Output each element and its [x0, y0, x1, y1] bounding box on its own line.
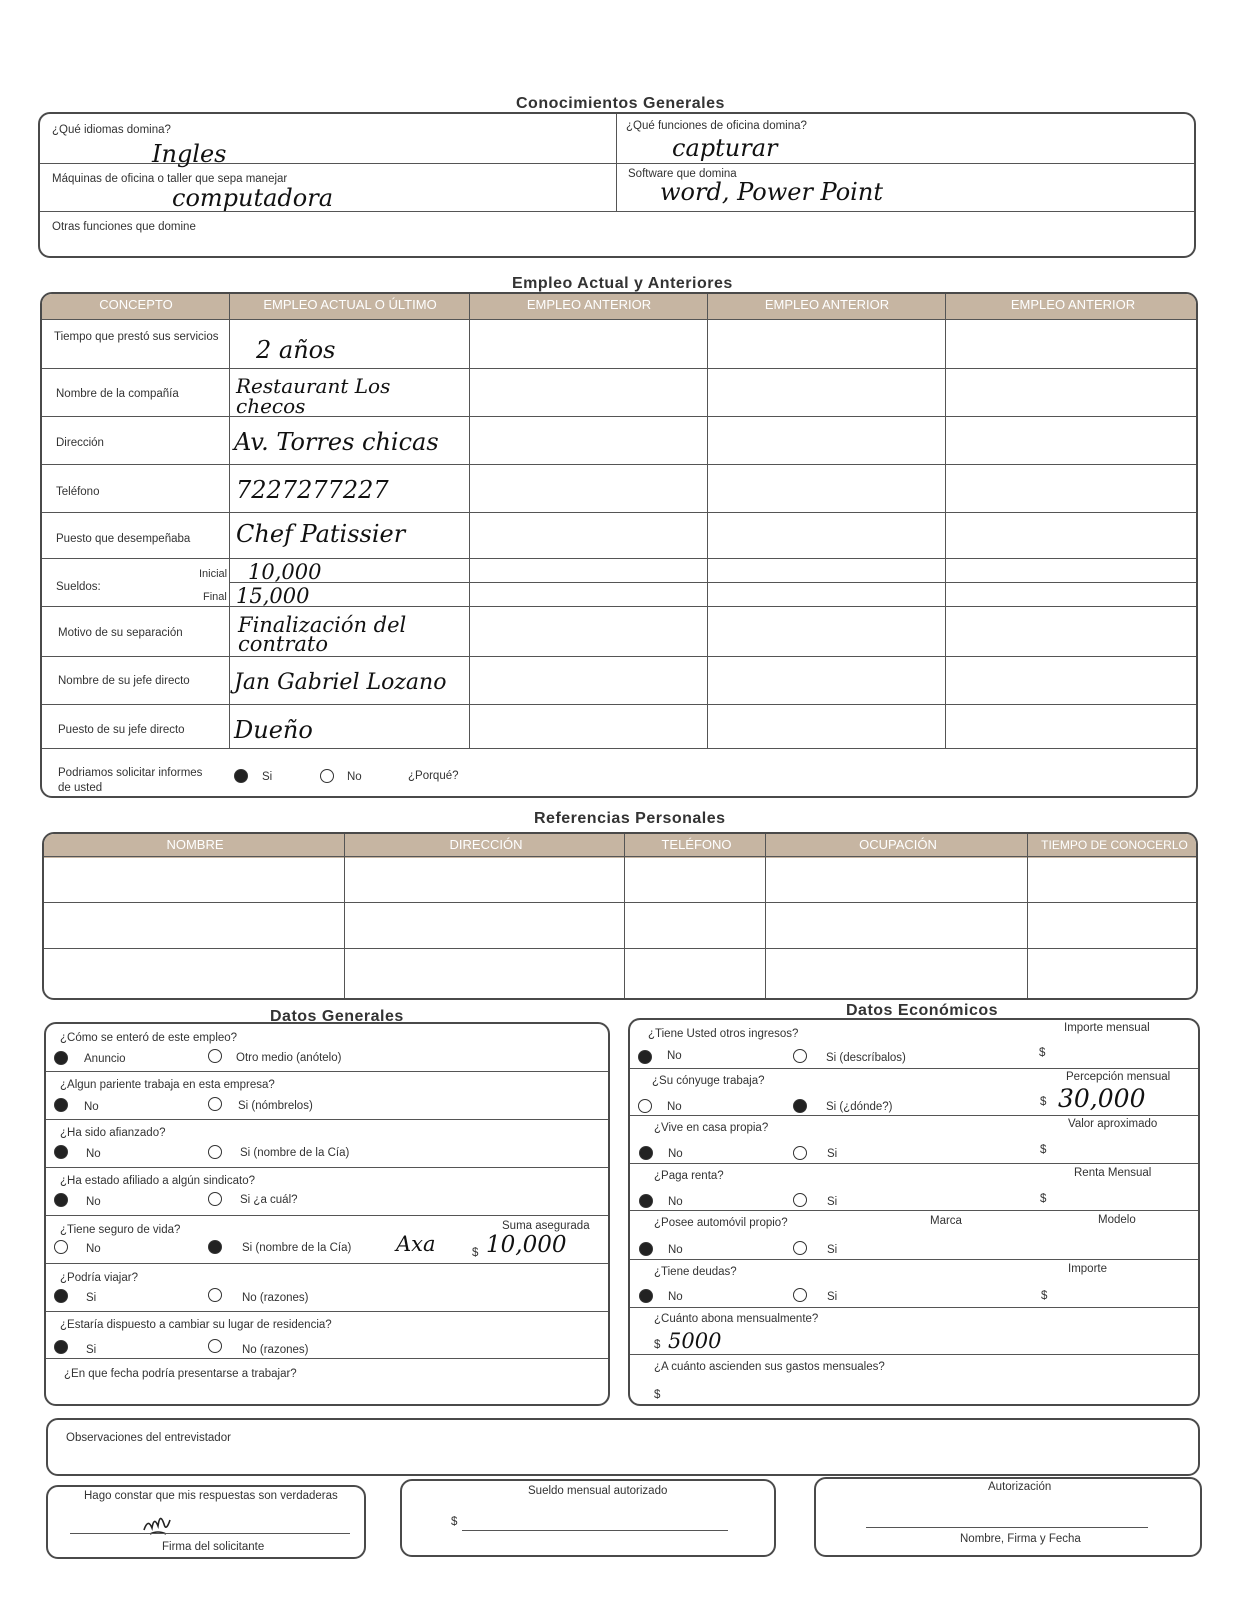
dg-q7-si-radio[interactable]: [54, 1340, 68, 1354]
de-q4-no-radio[interactable]: [639, 1194, 653, 1208]
de-q1-no-label: No: [667, 1050, 682, 1062]
row-label-tiempo: Tiempo que prestó sus servicios: [54, 331, 219, 343]
de-q6-question: ¿Tiene deudas?: [654, 1266, 737, 1278]
referencias-table: [42, 832, 1198, 1000]
header-empleo-anterior-1: EMPLEO ANTERIOR: [470, 294, 708, 320]
de-q5-no-label: No: [668, 1244, 683, 1256]
informes-label: Podriamos solicitar informes de usted: [58, 767, 203, 794]
dg-q2-question: ¿Algun pariente trabaja en esta empresa?: [60, 1079, 275, 1091]
de-q3-si-radio[interactable]: [793, 1146, 807, 1160]
dg-q4-si-label: Si ¿a cuál?: [240, 1194, 298, 1206]
firma-statement: Hago constar que mis respuestas son verdaderas: [84, 1490, 338, 1502]
header-direccion: DIRECCIÓN: [346, 834, 626, 858]
sueldo-final-label: Final: [203, 591, 227, 603]
informes-si-radio[interactable]: [234, 769, 248, 783]
de-q2-value[interactable]: 30,000: [1058, 1084, 1146, 1113]
de-q6-right-label: Importe: [1068, 1263, 1107, 1275]
dg-q3-si-label: Si (nombre de la Cía): [240, 1147, 350, 1159]
value-telefono[interactable]: 7227277227: [236, 476, 389, 504]
de-q3-no-radio[interactable]: [639, 1146, 653, 1160]
dg-q5-suma-label: Suma asegurada: [502, 1220, 590, 1232]
dg-q5-suma-value[interactable]: 10,000: [486, 1232, 567, 1258]
row-label-motivo: Motivo de su separación: [58, 627, 183, 639]
dg-q5-no-radio[interactable]: [54, 1240, 68, 1254]
informes-porque-label: ¿Porqué?: [408, 770, 459, 782]
de-q6-no-label: No: [668, 1291, 683, 1303]
header-telefono: TELÉFONO: [626, 834, 767, 858]
firma-label: Firma del solicitante: [162, 1541, 265, 1553]
de-q3-right-label: Valor aproximado: [1068, 1118, 1158, 1130]
dg-q6-question: ¿Podría viajar?: [60, 1272, 138, 1284]
header-tiempo-conocerlo: TIEMPO DE CONOCERLO: [1029, 834, 1198, 858]
de-q3-currency: $: [1040, 1144, 1047, 1156]
dg-q7-no-label: No (razones): [242, 1344, 309, 1356]
dg-q1-otro-label: Otro medio (anótelo): [236, 1052, 342, 1064]
dg-q3-question: ¿Ha sido afianzado?: [60, 1127, 166, 1139]
dg-q1-anuncio-radio[interactable]: [54, 1051, 68, 1065]
dg-q5-company-value[interactable]: Axa: [396, 1232, 436, 1256]
value-motivo[interactable]: Finalización del contrato: [238, 613, 407, 656]
dg-q3-no-radio[interactable]: [54, 1145, 68, 1159]
informes-no-radio[interactable]: [320, 769, 334, 783]
dg-q2-no-label: No: [84, 1101, 99, 1113]
dg-q6-si-label: Si: [86, 1292, 97, 1304]
de-q5-si-label: Si: [827, 1244, 838, 1256]
dg-q6-si-radio[interactable]: [54, 1289, 68, 1303]
idiomas-value[interactable]: Ingles: [152, 140, 227, 168]
de-q2-no-label: No: [667, 1101, 682, 1113]
software-value[interactable]: word, Power Point: [660, 178, 883, 206]
de-q1-no-radio[interactable]: [638, 1050, 652, 1064]
de-q6-si-radio[interactable]: [793, 1288, 807, 1302]
dg-q5-currency: $: [472, 1247, 479, 1259]
section-title-referencias: Referencias Personales: [534, 810, 726, 827]
dg-q1-otro-radio[interactable]: [208, 1049, 222, 1063]
value-direccion[interactable]: Av. Torres chicas: [234, 428, 439, 456]
row-label-puesto: Puesto que desempeñaba: [56, 533, 191, 545]
dg-q4-si-radio[interactable]: [208, 1192, 222, 1206]
header-empleo-anterior-3: EMPLEO ANTERIOR: [946, 294, 1198, 320]
value-puesto-jefe[interactable]: Dueño: [234, 716, 313, 744]
de-q1-question: ¿Tiene Usted otros ingresos?: [648, 1028, 799, 1040]
informes-no-label: No: [347, 771, 362, 783]
section-title-conocimientos: Conocimientos Generales: [516, 95, 725, 112]
dg-q2-no-radio[interactable]: [54, 1098, 68, 1112]
maquinas-value[interactable]: computadora: [172, 184, 334, 212]
value-sueldo-final[interactable]: 15,000: [236, 584, 310, 608]
de-q5-modelo-label: Modelo: [1098, 1214, 1136, 1226]
value-compania[interactable]: Restaurant Los checos: [236, 374, 391, 418]
row-label-jefe: Nombre de su jefe directo: [58, 675, 190, 687]
header-empleo-actual: EMPLEO ACTUAL O ÚLTIMO: [230, 294, 470, 320]
software-label: Software que domina: [628, 168, 737, 180]
de-q8-currency: $: [654, 1389, 661, 1401]
dg-q2-si-radio[interactable]: [208, 1097, 222, 1111]
sueldo-autorizado-currency: $: [451, 1516, 458, 1528]
section-title-datos-generales: Datos Generales: [270, 1008, 404, 1025]
section-title-datos-economicos: Datos Económicos: [846, 1002, 999, 1019]
de-q2-question: ¿Su cónyuge trabaja?: [652, 1075, 765, 1087]
de-q7-question: ¿Cuánto abona mensualmente?: [654, 1313, 819, 1325]
de-q5-marca-label: Marca: [930, 1215, 962, 1227]
de-q6-no-radio[interactable]: [639, 1289, 653, 1303]
funciones-value[interactable]: capturar: [672, 134, 778, 162]
dg-q3-no-label: No: [86, 1148, 101, 1160]
de-q5-si-radio[interactable]: [793, 1241, 807, 1255]
dg-q7-no-radio[interactable]: [208, 1339, 222, 1353]
dg-q4-question: ¿Ha estado afiliado a algún sindicato?: [60, 1175, 255, 1187]
de-q2-right-label: Percepción mensual: [1066, 1071, 1171, 1083]
de-q4-no-label: No: [668, 1196, 683, 1208]
header-ocupacion: OCUPACIÓN: [767, 834, 1029, 858]
de-q4-si-label: Si: [827, 1196, 838, 1208]
de-q4-si-radio[interactable]: [793, 1193, 807, 1207]
funciones-label: ¿Qué funciones de oficina domina?: [626, 120, 807, 132]
section-title-empleo: Empleo Actual y Anteriores: [512, 275, 733, 292]
header-nombre: NOMBRE: [44, 834, 346, 858]
row-label-telefono: Teléfono: [56, 486, 100, 498]
de-q4-currency: $: [1040, 1193, 1047, 1205]
dg-q6-no-label: No (razones): [242, 1292, 309, 1304]
de-q2-si-label: Si (¿dónde?): [826, 1101, 893, 1113]
de-q1-right-label: Importe mensual: [1064, 1022, 1150, 1034]
dg-q4-no-radio[interactable]: [54, 1193, 68, 1207]
value-jefe[interactable]: Jan Gabriel Lozano: [234, 670, 447, 695]
value-puesto[interactable]: Chef Patissier: [236, 520, 406, 548]
de-q6-currency: $: [1041, 1290, 1048, 1302]
dg-q4-no-label: No: [86, 1196, 101, 1208]
value-tiempo[interactable]: 2 años: [256, 336, 336, 364]
de-q3-si-label: Si: [827, 1148, 838, 1160]
observaciones-box[interactable]: [46, 1418, 1200, 1476]
sueldo-autorizado-line[interactable]: [462, 1530, 728, 1531]
row-label-direccion: Dirección: [56, 437, 104, 449]
de-q7-currency: $: [654, 1339, 661, 1351]
dg-q5-si-label: Si (nombre de la Cía): [242, 1242, 352, 1254]
autorizacion-label: Autorización: [988, 1481, 1052, 1493]
dg-q7-si-label: Si: [86, 1344, 97, 1356]
autorizacion-line[interactable]: [866, 1527, 1148, 1528]
de-q5-no-radio[interactable]: [639, 1242, 653, 1256]
row-label-puesto-jefe: Puesto de su jefe directo: [58, 724, 185, 736]
de-q4-question: ¿Paga renta?: [654, 1170, 724, 1182]
observaciones-label: Observaciones del entrevistador: [66, 1432, 231, 1444]
de-q7-value[interactable]: 5000: [668, 1329, 722, 1353]
row-label-compania: Nombre de la compañía: [56, 388, 179, 400]
value-sueldo-inicial[interactable]: 10,000: [248, 560, 322, 584]
de-q5-question: ¿Posee automóvil propio?: [654, 1217, 788, 1229]
de-q2-no-radio[interactable]: [638, 1099, 652, 1113]
header-concepto: CONCEPTO: [42, 294, 230, 320]
de-q4-right-label: Renta Mensual: [1074, 1167, 1152, 1179]
informes-si-label: Si: [262, 771, 273, 783]
de-q1-currency: $: [1039, 1047, 1046, 1059]
dg-q8-question: ¿En que fecha podría presentarse a trabajar?: [64, 1368, 297, 1380]
header-empleo-anterior-2: EMPLEO ANTERIOR: [708, 294, 946, 320]
sueldo-inicial-label: Inicial: [199, 568, 228, 580]
de-q1-si-label: Si (descríbalos): [826, 1052, 906, 1064]
autorizacion-sub: Nombre, Firma y Fecha: [960, 1533, 1081, 1545]
de-q8-question: ¿A cuánto ascienden sus gastos mensuales?: [654, 1361, 885, 1373]
de-q3-question: ¿Vive en casa propia?: [654, 1122, 769, 1134]
idiomas-label: ¿Qué idiomas domina?: [52, 124, 171, 136]
sueldo-autorizado-label: Sueldo mensual autorizado: [528, 1485, 668, 1497]
dg-q7-question: ¿Estaría dispuesto a cambiar su lugar de residencia?: [60, 1319, 332, 1331]
de-q6-si-label: Si: [827, 1291, 838, 1303]
dg-q3-si-radio[interactable]: [208, 1145, 222, 1159]
de-q2-si-radio[interactable]: [793, 1099, 807, 1113]
de-q2-currency: $: [1040, 1096, 1047, 1108]
dg-q1-anuncio-label: Anuncio: [84, 1053, 126, 1065]
de-q3-no-label: No: [668, 1148, 683, 1160]
dg-q6-no-radio[interactable]: [208, 1288, 222, 1302]
dg-q1-question: ¿Cómo se enteró de este empleo?: [60, 1032, 238, 1044]
dg-q5-si-radio[interactable]: [208, 1240, 222, 1254]
dg-q2-si-label: Si (nómbrelos): [238, 1100, 313, 1112]
otras-funciones-label: Otras funciones que domine: [52, 221, 196, 233]
de-q1-si-radio[interactable]: [793, 1049, 807, 1063]
maquinas-label: Máquinas de oficina o taller que sepa manejar: [52, 173, 288, 185]
dg-q5-question: ¿Tiene seguro de vida?: [60, 1224, 181, 1236]
row-label-sueldos: Sueldos:: [56, 581, 101, 593]
dg-q5-no-label: No: [86, 1243, 101, 1255]
